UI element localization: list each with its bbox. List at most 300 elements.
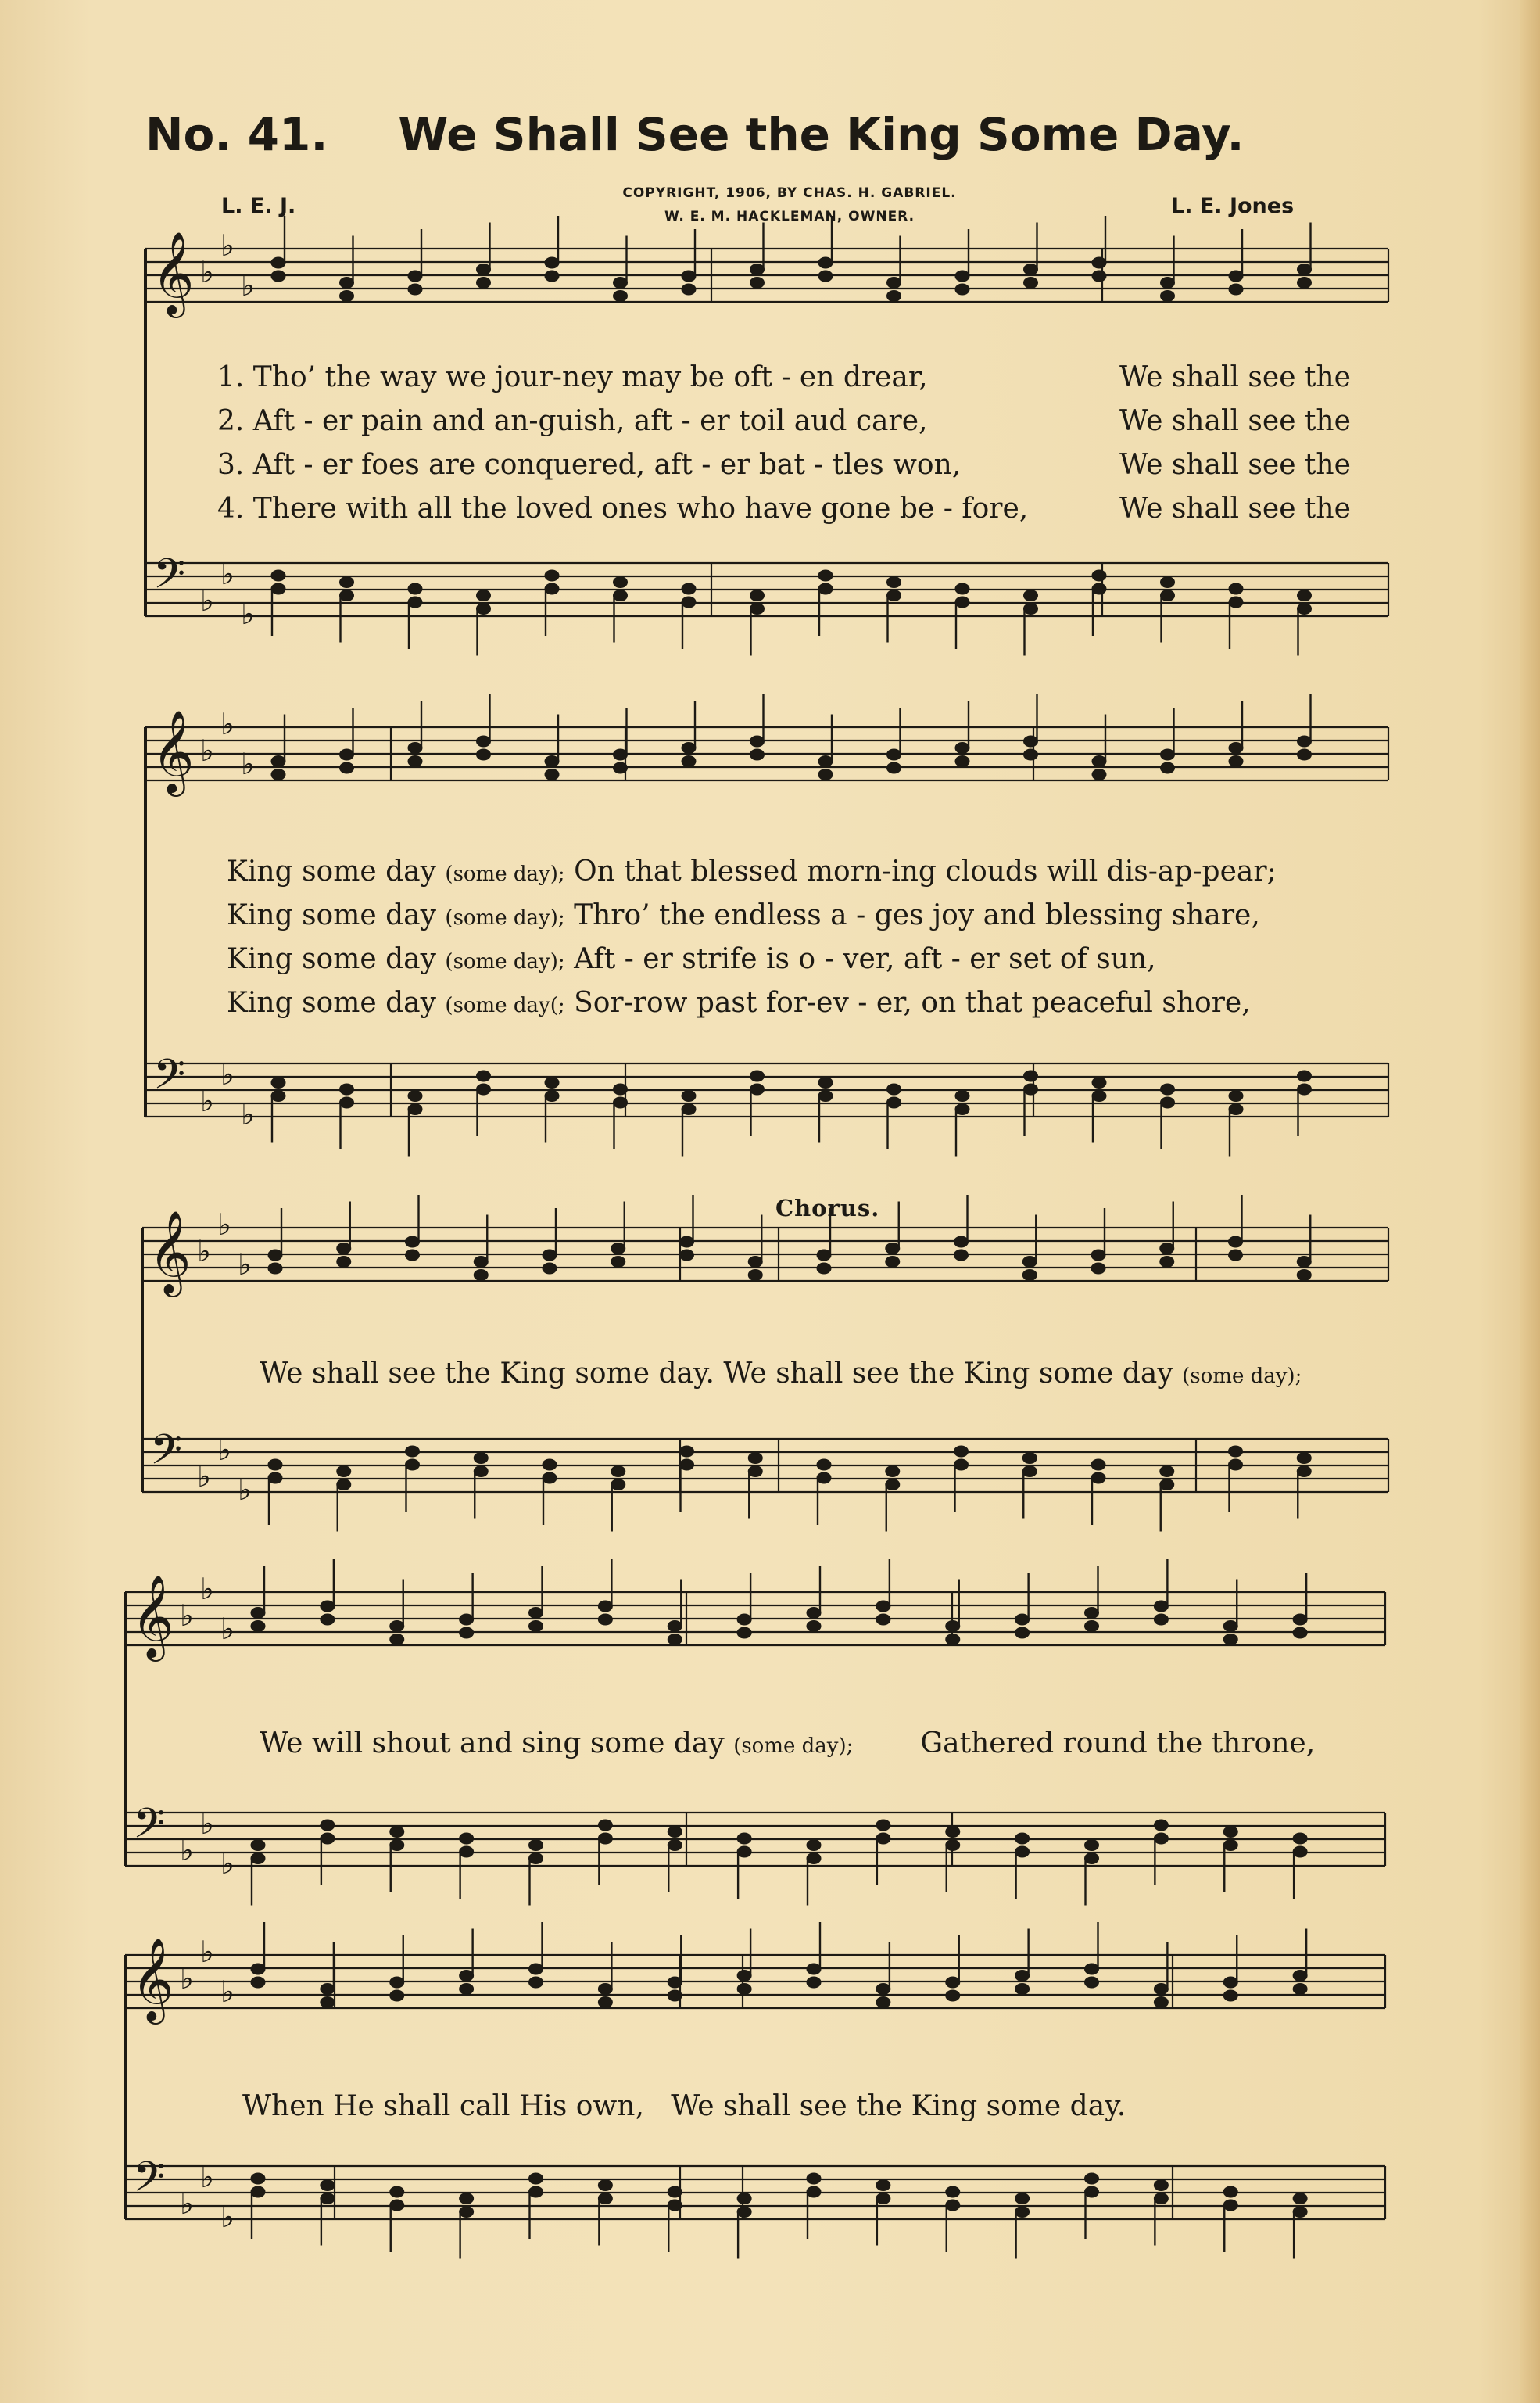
note-head [1223,1840,1237,1851]
note-head [598,1833,612,1844]
note-head [406,1446,420,1457]
note-head [737,2207,751,2218]
note-head [748,1257,762,1268]
note-head [268,1263,282,1274]
note-head [268,1459,282,1470]
flat-icon: ♭ [200,583,214,618]
note-head [614,278,628,289]
note-head [1154,1984,1168,1995]
note-head [1015,1971,1030,1982]
note-head [668,1990,682,2001]
note-head [543,1459,557,1470]
verse-2-refrain: We shall see the [1119,405,1351,437]
note-head [598,1997,612,2008]
verse-2-line-2-text: King some day [227,899,436,931]
note-head [1229,1250,1243,1261]
note-head [886,1479,900,1490]
note-head [460,1833,474,1844]
verse-2-line-2-rest: Thro’ the endless a - ges joy and blessing share, [574,899,1260,931]
note-head [818,756,833,767]
note-head [1085,1853,1099,1864]
note-head [598,1601,612,1612]
note-head [1229,743,1243,754]
hymn-number: No. 41. [145,108,328,161]
note-head [1298,278,1312,289]
note-head [1015,1614,1030,1625]
note-head [460,1614,474,1625]
note-head [1015,2193,1030,2204]
note-head [886,1466,900,1477]
treble-clef-icon: 𝄞 [131,1574,174,1658]
note-head [1154,1820,1168,1831]
note-head [1297,1270,1311,1281]
note-head [887,278,901,289]
note-head [251,1608,265,1619]
copyright-line-1: COPYRIGHT, 1906, BY CHAS. H. GABRIEL. [622,185,957,201]
note-head [737,1971,751,1982]
note-head [474,1257,488,1268]
flat-icon: ♭ [238,1247,252,1282]
flat-icon: ♭ [200,255,214,289]
note-head [251,1621,265,1632]
note-head [818,271,833,282]
note-head [545,1078,559,1089]
note-head [1154,2193,1168,2204]
flat-icon: ♭ [200,1572,214,1606]
verse-4-line-2-text: King some day [227,987,436,1019]
note-head [408,583,422,594]
verse-3-refrain: We shall see the [1119,449,1351,481]
note-head [1091,1250,1105,1261]
note-head [680,1236,694,1247]
bass-clef-icon: 𝄢 [133,1800,166,1858]
note-head [946,1977,960,1988]
note-head [390,1634,404,1645]
note-head [529,1608,543,1619]
note-head [954,1236,969,1247]
chorus-line-1-text: We shall see the King some day. We shall see the King some day [260,1358,1173,1390]
note-head [408,597,422,608]
music-credit: L. E. Jones [1171,194,1295,218]
note-head [1085,2173,1099,2184]
note-head [271,583,285,594]
verse-1-refrain: We shall see the [1119,361,1351,393]
note-head [817,1250,831,1261]
verse-1-echo: (some day); [445,863,565,886]
note-head [1160,1243,1174,1254]
note-head [807,1608,821,1619]
note-head [750,1084,765,1095]
note-head [321,1614,335,1625]
bass-clef-icon: 𝄢 [150,1426,183,1484]
note-head [876,1614,890,1625]
note-head [390,1990,404,2001]
verse-4-refrain: We shall see the [1119,493,1351,525]
note-head [321,1820,335,1831]
note-head [390,1621,404,1632]
note-head [807,1621,821,1632]
note-head [321,1601,335,1612]
note-head [390,1840,404,1851]
note-head [955,284,969,295]
note-head [1015,1833,1030,1844]
flat-icon: ♭ [241,268,255,303]
note-head [408,271,422,282]
flat-icon: ♭ [241,747,255,781]
verse-4-echo: (some day(; [445,994,565,1017]
verse-4-line-2 [227,988,1251,1021]
note-head [1022,1257,1037,1268]
note-head [1293,1833,1307,1844]
note-head [340,762,354,773]
note-head [321,1833,335,1844]
note-head [750,736,765,747]
note-head [1085,1840,1099,1851]
treble-clef-icon: 𝄞 [152,231,195,314]
flat-icon: ♭ [220,2200,235,2234]
note-head [1092,1078,1106,1089]
verse-1-text: 1. Tho’ the way we jour-ney may be oft - en drear, [217,361,928,393]
note-head [1092,257,1106,268]
note-head [680,1250,694,1261]
note-head [271,1078,285,1089]
note-head [614,1084,628,1095]
note-head [946,1621,960,1632]
note-head [737,1833,751,1844]
note-head [408,284,422,295]
note-head [611,1479,625,1490]
flat-icon: ♭ [200,1935,214,1969]
note-head [887,577,901,588]
note-head [598,2193,612,2204]
note-head [1085,1608,1099,1619]
flat-icon: ♭ [200,2160,214,2194]
note-head [614,291,628,302]
flat-icon: ♭ [180,1833,194,1867]
note-head [545,769,559,780]
verse-3-echo: (some day); [445,950,565,974]
note-head [1161,1097,1175,1108]
note-head [1154,1601,1168,1612]
note-head [390,2186,404,2197]
note-head [1154,2180,1168,2191]
note-head [321,1997,335,2008]
note-head [668,1827,682,1838]
note-head [1015,2207,1030,2218]
note-head [737,1627,751,1638]
note-head [682,1091,696,1102]
note-head [1154,1997,1168,2008]
flat-icon: ♭ [197,1459,211,1494]
note-head [1092,583,1106,594]
verse-1-line-2-rest: On that blessed morn-ing clouds will dis-ap-pear; [574,855,1277,888]
note-head [1161,1084,1175,1095]
note-head [460,1846,474,1857]
note-head [807,2186,821,2197]
note-head [876,1601,890,1612]
note-head [268,1472,282,1483]
note-head [477,1071,491,1081]
note-head [807,2173,821,2184]
note-head [818,257,833,268]
note-head [614,577,628,588]
note-head [955,1104,969,1115]
note-head [477,590,491,601]
note-head [818,1091,833,1102]
note-head [408,743,422,754]
note-head [682,271,696,282]
verse-1-line-2-text: King some day [227,855,436,888]
chorus-line-1 [260,1358,1302,1392]
note-head [321,1984,335,1995]
note-head [337,1243,351,1254]
flat-icon: ♭ [200,1806,214,1841]
note-head [1085,1621,1099,1632]
note-head [818,769,833,780]
flat-icon: ♭ [180,2186,194,2221]
note-head [668,1977,682,1988]
note-head [390,1827,404,1838]
note-head [946,2186,960,2197]
note-head [340,1097,354,1108]
note-head [529,2173,543,2184]
chorus-line-3: When He shall call His own, We shall see the King some day. [242,2090,1126,2122]
note-head [1092,570,1106,581]
note-head [1229,1236,1243,1247]
note-head [1160,1466,1174,1477]
flat-icon: ♭ [217,1433,231,1467]
note-head [460,1984,474,1995]
note-head [680,1459,694,1470]
note-head [390,1977,404,1988]
note-head [543,1472,557,1483]
note-head [748,1270,762,1281]
note-head [1024,749,1038,760]
note-head [1223,1977,1237,1988]
note-head [750,1071,765,1081]
note-head [611,1243,625,1254]
note-head [817,1459,831,1470]
note-head [750,264,765,275]
flat-icon: ♭ [220,1974,235,2009]
note-head [748,1453,762,1464]
note-head [1297,1257,1311,1268]
note-head [340,291,354,302]
note-head [955,597,969,608]
note-head [1024,264,1038,275]
note-head [1298,590,1312,601]
note-head [1022,1453,1037,1464]
note-head [1298,1071,1312,1081]
note-head [1161,291,1175,302]
note-head [876,1820,890,1831]
note-head [1223,1621,1237,1632]
flat-icon: ♭ [220,707,235,741]
note-head [1024,604,1038,615]
note-head [887,590,901,601]
note-head [1229,1459,1243,1470]
note-head [408,756,422,767]
note-head [680,1446,694,1457]
note-head [251,2173,265,2184]
verse-1-line-1 [217,362,928,393]
note-head [737,1846,751,1857]
note-head [1223,1827,1237,1838]
flat-icon: ♭ [220,1057,235,1092]
words-credit: L. E. J. [221,194,296,218]
note-head [614,590,628,601]
note-head [271,271,285,282]
chorus-line-2-echo: (some day); [733,1734,854,1758]
note-head [946,1990,960,2001]
note-head [1092,271,1106,282]
note-head [337,1479,351,1490]
note-head [668,1634,682,1645]
note-head [955,1091,969,1102]
note-head [337,1466,351,1477]
chorus-line-2-rest: Gathered round the throne, [920,1727,1316,1759]
note-head [477,749,491,760]
note-head [1154,1614,1168,1625]
verse-3-line-1 [217,450,961,481]
note-head [807,1840,821,1851]
note-head [750,749,765,760]
note-head [1024,278,1038,289]
note-head [955,756,969,767]
note-head [611,1257,625,1268]
note-head [1024,1084,1038,1095]
note-head [1223,2200,1237,2211]
note-head [955,583,969,594]
note-head [390,2200,404,2211]
note-head [1298,736,1312,747]
note-head [750,604,765,615]
note-head [251,1853,265,1864]
note-head [1015,1984,1030,1995]
note-head [474,1466,488,1477]
note-head [750,278,765,289]
note-head [321,2193,335,2204]
bass-clef-icon: 𝄢 [153,551,186,608]
note-head [682,756,696,767]
note-head [477,278,491,289]
note-head [1229,271,1243,282]
verse-3-line-2-text: King some day [227,943,436,975]
verse-2-text: 2. Aft - er pain and an-guish, aft - er toil aud care, [217,405,928,437]
note-head [268,1250,282,1261]
note-head [611,1466,625,1477]
note-head [406,1459,420,1470]
note-head [1223,1634,1237,1645]
note-head [340,590,354,601]
note-head [1293,1984,1307,1995]
note-head [682,1104,696,1115]
verse-4-line-1 [217,493,1028,525]
note-head [887,291,901,302]
note-head [1298,604,1312,615]
treble-clef-icon: 𝄞 [152,709,195,793]
note-head [1298,264,1312,275]
note-head [477,1084,491,1095]
note-head [807,1853,821,1864]
verse-2-echo: (some day); [445,906,565,930]
note-head [529,1964,543,1974]
note-head [1229,756,1243,767]
note-head [460,2207,474,2218]
verse-4-text: 4. There with all the loved ones who have gone be - fore, [217,493,1029,525]
note-head [818,1078,833,1089]
note-head [598,1614,612,1625]
flat-icon: ♭ [220,228,235,263]
note-head [955,271,969,282]
chorus-line-1-echo: (some day); [1182,1365,1302,1388]
note-head [807,1977,821,1988]
note-head [1085,2186,1099,2197]
note-head [1022,1466,1037,1477]
note-head [529,1621,543,1632]
note-head [1024,590,1038,601]
note-head [1229,597,1243,608]
note-head [529,1977,543,1988]
note-head [545,583,559,594]
flat-icon: ♭ [200,1084,214,1118]
note-head [1161,762,1175,773]
note-head [337,1257,351,1268]
note-head [1022,1270,1037,1281]
note-head [271,756,285,767]
note-head [668,1840,682,1851]
note-head [887,1084,901,1095]
flat-icon: ♭ [197,1234,211,1268]
note-head [460,1627,474,1638]
note-head [408,1104,422,1115]
note-head [737,1984,751,1995]
note-head [1223,1990,1237,2001]
note-head [1161,749,1175,760]
verse-4-line-2-rest: Sor-row past for-ev - er, on that peaceful shore, [574,987,1251,1019]
note-head [1015,1846,1030,1857]
hymn-title: We Shall See the King Some Day. [398,108,1245,161]
note-head [818,583,833,594]
note-head [251,1964,265,1974]
verse-3-text: 3. Aft - er foes are conquered, aft - er bat - tles won, [217,449,962,481]
note-head [598,2180,612,2191]
note-head [946,1634,960,1645]
note-head [954,1459,969,1470]
chorus-line-2-text: We will shout and sing some day [260,1727,725,1759]
note-head [1229,1446,1243,1457]
note-head [946,1827,960,1838]
note-head [1297,1453,1311,1464]
note-head [668,2186,682,2197]
note-head [1161,590,1175,601]
flat-icon: ♭ [220,1846,235,1881]
note-head [750,590,765,601]
note-head [876,1997,890,2008]
note-head [545,756,559,767]
note-head [682,743,696,754]
note-head [271,769,285,780]
note-head [1293,1614,1307,1625]
note-head [886,1243,900,1254]
flat-icon: ♭ [241,597,255,631]
verse-2-line-1 [217,406,927,437]
note-head [529,1840,543,1851]
note-head [887,1097,901,1108]
note-head [887,762,901,773]
note-head [406,1236,420,1247]
note-head [1015,1627,1030,1638]
